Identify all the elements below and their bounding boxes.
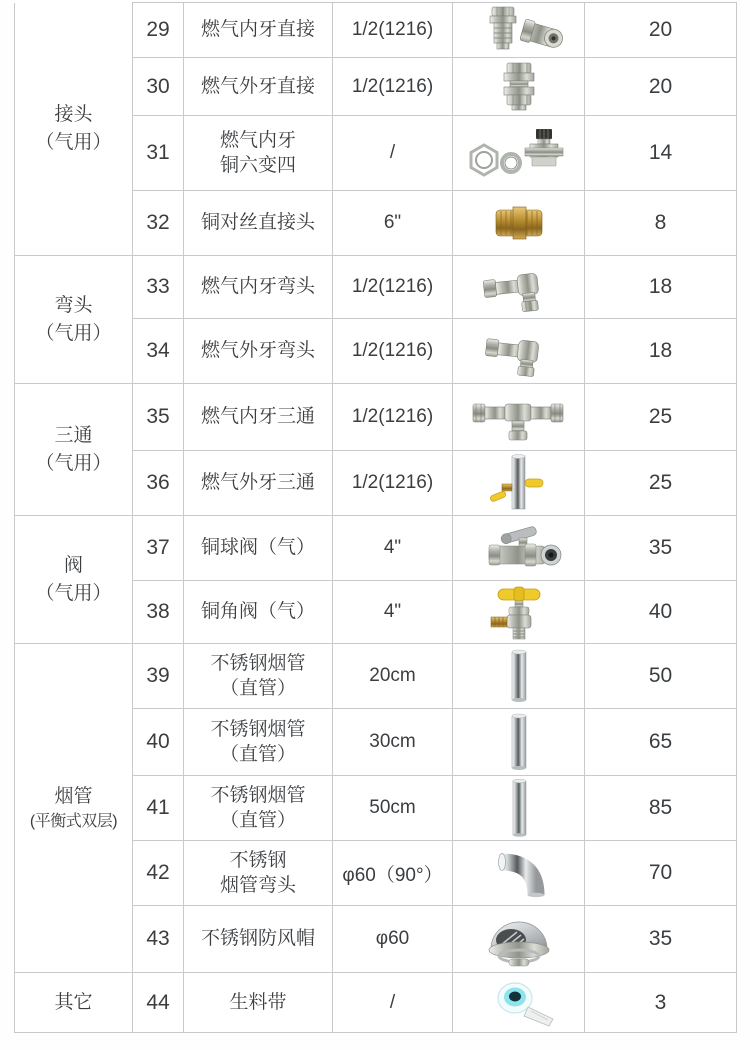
spec-cell: 4" [333, 581, 453, 644]
row-number: 42 [133, 841, 184, 906]
product-name-line: 燃气内牙三通 [200, 406, 315, 428]
photo-cell [453, 776, 585, 841]
photo-wind-cap [453, 909, 584, 969]
spec-cell: 1/2(1216) [333, 256, 453, 319]
spec-cell: 1/2(1216) [333, 3, 453, 58]
price-table [14, 2, 737, 1033]
spec-cell: 30cm [333, 709, 453, 776]
product-name [184, 384, 333, 451]
photo-tee-fitting [453, 391, 584, 443]
spec-cell: 20cm [333, 644, 453, 709]
product-name-line: 烟管弯头 [219, 875, 296, 896]
price-cell: 20 [585, 3, 737, 58]
category-label-line2: （气用） [35, 131, 112, 153]
product-name-line: 铜球阀（气） [200, 537, 315, 559]
product-name-line: 不锈钢烟管 [210, 718, 306, 740]
elbow-fitting-image [474, 260, 564, 314]
photo-angle-valve [453, 583, 584, 641]
product-name-line: 铜角阀（气） [200, 601, 315, 623]
price-cell: 18 [585, 319, 737, 384]
photo-straight-fitting-pair [453, 5, 584, 55]
product-price-table [14, 2, 737, 1033]
product-name [184, 644, 333, 709]
photo-pipe-yellow-valve [453, 454, 584, 512]
product-name [184, 116, 333, 191]
product-name-line: 铜对丝直接头 [200, 212, 315, 234]
row-number: 35 [133, 384, 184, 451]
category-cell-wantou [15, 256, 133, 384]
photo-steel-pipe [453, 648, 584, 704]
row-number: 36 [133, 451, 184, 516]
photo-cell [453, 3, 585, 58]
price-cell: 20 [585, 58, 737, 116]
photo-cell [453, 644, 585, 709]
category-cell-jietou [15, 3, 133, 256]
photo-cell [453, 319, 585, 384]
category-cell-fa [15, 516, 133, 644]
product-name [184, 451, 333, 516]
category-label-line2: （气用） [35, 452, 112, 474]
spec-cell: 1/2(1216) [333, 319, 453, 384]
product-name [184, 516, 333, 581]
product-name [184, 581, 333, 644]
spec-cell: 1/2(1216) [333, 451, 453, 516]
spec-cell: 1/2(1216) [333, 58, 453, 116]
spec-cell: φ60 [333, 906, 453, 973]
photo-steel-pipe [453, 779, 584, 837]
row-number: 40 [133, 709, 184, 776]
product-name [184, 709, 333, 776]
tee-fitting-image [467, 391, 571, 443]
photo-cell [453, 516, 585, 581]
product-name-line: 燃气内牙直接 [200, 19, 315, 41]
category-label-line2: (平衡式双层) [29, 813, 118, 831]
product-name [184, 256, 333, 319]
photo-straight-fitting [453, 61, 584, 113]
product-name-line: （直管） [219, 744, 296, 765]
reducer-set-image [464, 125, 574, 181]
row-number: 44 [133, 973, 184, 1033]
row-number: 34 [133, 319, 184, 384]
category-label-line1: 阀 [63, 554, 83, 576]
price-cell: 14 [585, 116, 737, 191]
row-number: 37 [133, 516, 184, 581]
price-cell: 35 [585, 906, 737, 973]
row-number: 30 [133, 58, 184, 116]
product-name-line: 燃气外牙三通 [200, 472, 315, 494]
brass-nipple-image [484, 198, 554, 248]
photo-cell [453, 709, 585, 776]
steel-pipe-image [499, 648, 539, 704]
category-cell-yanguan [15, 644, 133, 973]
product-name-line: 不锈钢烟管 [210, 652, 306, 674]
wind-cap-image [473, 909, 565, 969]
product-name [184, 973, 333, 1033]
angle-valve-image [478, 583, 560, 641]
product-name-line: 燃气内牙 [219, 129, 296, 151]
product-name [184, 776, 333, 841]
photo-cell [453, 451, 585, 516]
price-cell: 8 [585, 191, 737, 256]
photo-cell [453, 256, 585, 319]
price-cell: 85 [585, 776, 737, 841]
category-cell-qita [15, 973, 133, 1033]
product-name-line: 生料带 [229, 991, 287, 1013]
price-cell: 35 [585, 516, 737, 581]
price-cell: 70 [585, 841, 737, 906]
category-label-line2: （气用） [35, 582, 112, 604]
price-cell: 65 [585, 709, 737, 776]
row-number: 32 [133, 191, 184, 256]
straight-fitting-pair-image [464, 5, 574, 55]
category-cell-santong [15, 384, 133, 516]
ball-valve-image [469, 520, 569, 576]
spec-cell: 50cm [333, 776, 453, 841]
photo-cell [453, 58, 585, 116]
product-name-line: 燃气内牙弯头 [200, 276, 315, 298]
price-cell: 3 [585, 973, 737, 1033]
product-name-line: 燃气外牙弯头 [200, 340, 315, 362]
photo-brass-nipple [453, 198, 584, 248]
product-name [184, 841, 333, 906]
photo-ball-valve [453, 520, 584, 576]
product-name-line: 燃气外牙直接 [200, 75, 315, 97]
category-label-line1: 烟管 [54, 785, 93, 807]
photo-elbow-fitting [453, 260, 584, 314]
photo-cell [453, 581, 585, 644]
photo-steel-elbow-pipe [453, 845, 584, 901]
spec-cell: 1/2(1216) [333, 384, 453, 451]
category-label-line1: 接头 [54, 104, 93, 126]
price-cell: 50 [585, 644, 737, 709]
row-number: 43 [133, 906, 184, 973]
price-cell: 25 [585, 384, 737, 451]
spec-cell: / [333, 973, 453, 1033]
spec-cell: 6" [333, 191, 453, 256]
row-number: 31 [133, 116, 184, 191]
row-number: 38 [133, 581, 184, 644]
product-name-line: （直管） [219, 678, 296, 699]
product-name-line: 不锈钢 [229, 849, 287, 871]
steel-elbow-pipe-image [474, 845, 564, 901]
row-number: 41 [133, 776, 184, 841]
product-name-line: 不锈钢烟管 [210, 784, 306, 806]
photo-cell [453, 116, 585, 191]
product-name-line: 不锈钢防风帽 [200, 928, 315, 950]
photo-reducer-set [453, 125, 584, 181]
product-name [184, 906, 333, 973]
product-name [184, 3, 333, 58]
steel-pipe-image [499, 713, 539, 771]
product-name [184, 319, 333, 384]
photo-cell [453, 384, 585, 451]
photo-elbow-fitting [453, 324, 584, 378]
row-number: 29 [133, 3, 184, 58]
product-name-line: 铜六变四 [219, 155, 296, 176]
steel-pipe-image [499, 779, 539, 837]
photo-cell [453, 973, 585, 1033]
price-cell: 25 [585, 451, 737, 516]
straight-fitting-image [489, 61, 549, 113]
spec-cell: / [333, 116, 453, 191]
category-label-line2: （气用） [35, 322, 112, 344]
photo-cell [453, 841, 585, 906]
photo-cell [453, 906, 585, 973]
pipe-with-yellow-valve-image [484, 454, 554, 512]
photo-ptfe-tape [453, 975, 584, 1031]
price-cell: 18 [585, 256, 737, 319]
ptfe-tape-image [473, 975, 565, 1031]
row-number: 39 [133, 644, 184, 709]
photo-steel-pipe [453, 713, 584, 771]
spec-cell: φ60（90°） [333, 841, 453, 906]
photo-cell [453, 191, 585, 256]
row-number: 33 [133, 256, 184, 319]
spec-cell: 4" [333, 516, 453, 581]
category-label-line1: 三通 [54, 424, 93, 446]
product-name-line: （直管） [219, 810, 296, 831]
product-name [184, 191, 333, 256]
price-cell: 40 [585, 581, 737, 644]
elbow-fitting-image [474, 324, 564, 378]
product-name [184, 58, 333, 116]
category-label-line1: 弯头 [54, 294, 93, 316]
category-label-line1: 其它 [54, 991, 93, 1013]
